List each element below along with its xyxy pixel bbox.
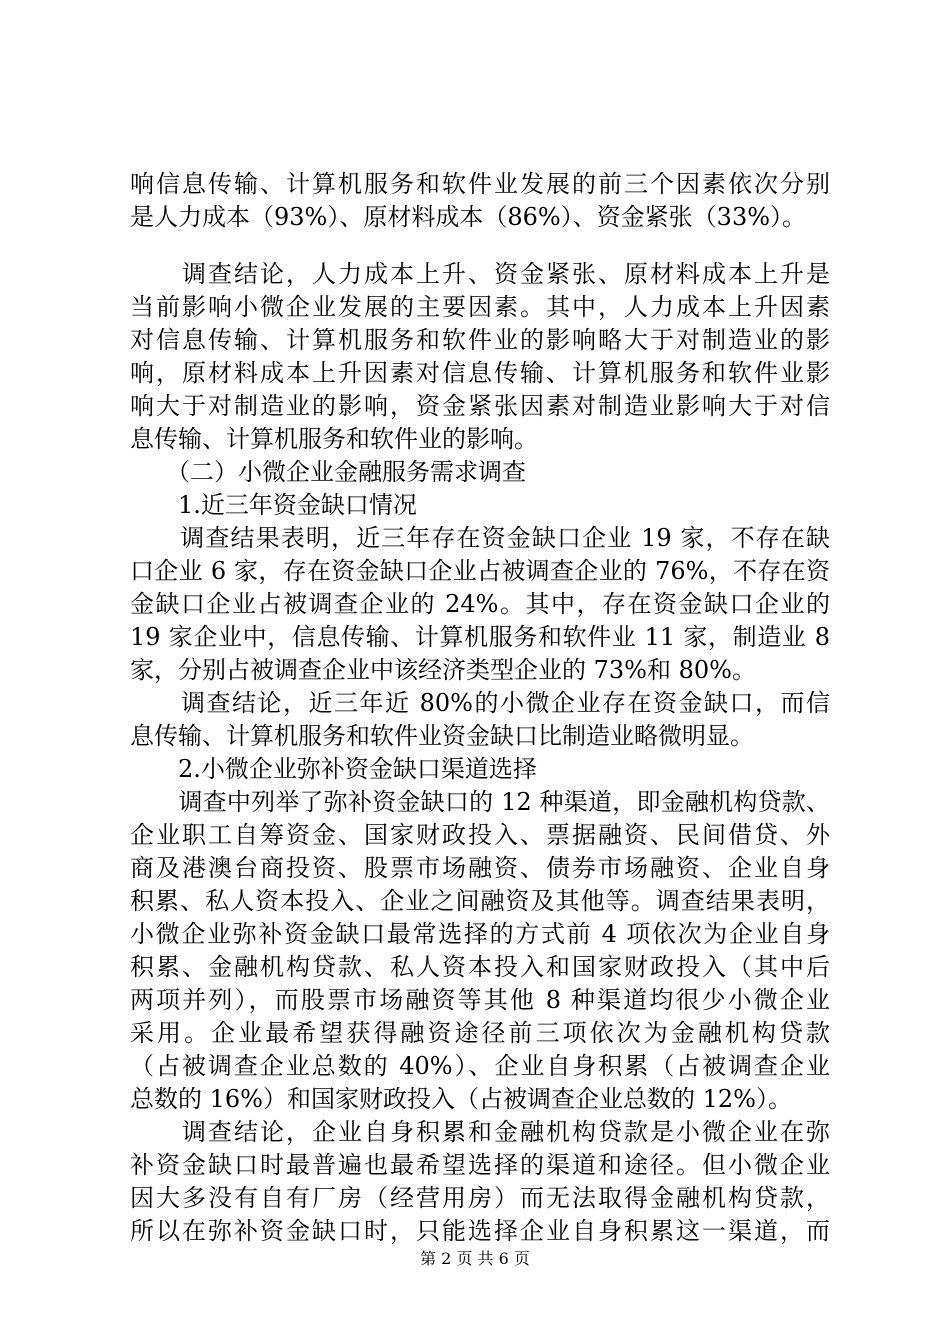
text-line: 响大于对制造业的影响，资金紧张因素对制造业影响大于对信 bbox=[130, 392, 830, 420]
text-line: 1.近三年资金缺口情况 bbox=[130, 491, 417, 519]
text-line: 总数的 16%）和国家财政投入（占被调查企业总数的 12%）。 bbox=[130, 1085, 792, 1113]
text-line: 调查结论，近三年近 80%的小微企业存在资金缺口，而信 bbox=[130, 689, 830, 717]
section-heading bbox=[130, 753, 830, 786]
text-line: 积累、私人资本投入、企业之间融资及其他等。调查结果表明， bbox=[130, 887, 830, 915]
paragraph bbox=[130, 687, 830, 753]
text-line: 对信息传输、计算机服务和软件业的影响略大于对制造业的影 bbox=[130, 326, 830, 354]
text-line: （二）小微企业金融服务需求调查 bbox=[130, 458, 526, 486]
text-line: 调查结论，企业自身积累和金融机构贷款是小微企业在弥 bbox=[130, 1118, 830, 1146]
text-line: 企业职工自筹资金、国家财政投入、票据融资、民间借贷、外 bbox=[130, 821, 830, 849]
paragraph-gap bbox=[130, 234, 830, 258]
paragraph bbox=[130, 258, 830, 456]
text-line: 所以在弥补资金缺口时，只能选择企业自身积累这一渠道，而 bbox=[130, 1217, 830, 1245]
text-line: 采用。企业最希望获得融资途径前三项依次为金融机构贷款 bbox=[130, 1019, 830, 1047]
paragraph bbox=[130, 786, 830, 1116]
text-line: 息传输、计算机服务和软件业资金缺口比制造业略微明显。 bbox=[130, 722, 754, 750]
text-line: 响信息传输、计算机服务和软件业发展的前三个因素依次分别 bbox=[130, 170, 830, 198]
text-line: 调查中列举了弥补资金缺口的 12 种渠道，即金融机构贷款、 bbox=[130, 788, 830, 816]
paragraph bbox=[130, 1116, 830, 1248]
text-line: 响，原材料成本上升因素对信息传输、计算机服务和软件业影 bbox=[130, 359, 830, 387]
paragraph bbox=[130, 522, 830, 687]
text-line: （占被调查企业总数的 40%）、企业自身积累（占被调查企业 bbox=[130, 1052, 830, 1080]
paragraph bbox=[130, 168, 830, 234]
text-line: 因大多没有自有厂房（经营用房）而无法取得金融机构贷款， bbox=[130, 1184, 830, 1212]
document-body bbox=[130, 168, 830, 1248]
text-line: 2.小微企业弥补资金缺口渠道选择 bbox=[130, 755, 537, 783]
text-line: 金缺口企业占被调查企业的 24%。其中，存在资金缺口企业的 bbox=[130, 590, 830, 618]
text-line: 商及港澳台商投资、股票市场融资、债券市场融资、企业自身 bbox=[130, 854, 830, 882]
text-line: 是人力成本（93%）、原材料成本（86%）、资金紧张（33%）。 bbox=[130, 203, 807, 231]
text-line: 调查结果表明，近三年存在资金缺口企业 19 家，不存在缺 bbox=[130, 524, 830, 552]
text-line: 息传输、计算机服务和软件业的影响。 bbox=[130, 425, 538, 453]
section-heading bbox=[130, 456, 830, 489]
text-line: 两项并列），而股票市场融资等其他 8 种渠道均很少小微企业 bbox=[130, 986, 830, 1014]
text-line: 当前影响小微企业发展的主要因素。其中，人力成本上升因素 bbox=[130, 293, 830, 321]
text-line: 19 家企业中，信息传输、计算机服务和软件业 11 家，制造业 8 bbox=[130, 623, 830, 651]
text-line: 积累、金融机构贷款、私人资本投入和国家财政投入（其中后 bbox=[130, 953, 830, 981]
page-footer: 第 2 页 共 6 页 bbox=[420, 1249, 530, 1268]
text-line: 口企业 6 家，存在资金缺口企业占被调查企业的 76%，不存在资 bbox=[130, 557, 830, 585]
text-line: 调查结论，人力成本上升、资金紧张、原材料成本上升是 bbox=[130, 260, 830, 288]
text-line: 家，分别占被调查企业中该经济类型企业的 73%和 80%。 bbox=[130, 656, 756, 684]
text-line: 补资金缺口时最普遍也最希望选择的渠道和途径。但小微企业 bbox=[130, 1151, 830, 1179]
text-line: 小微企业弥补资金缺口最常选择的方式前 4 项依次为企业自身 bbox=[130, 920, 830, 948]
section-heading bbox=[130, 489, 830, 522]
